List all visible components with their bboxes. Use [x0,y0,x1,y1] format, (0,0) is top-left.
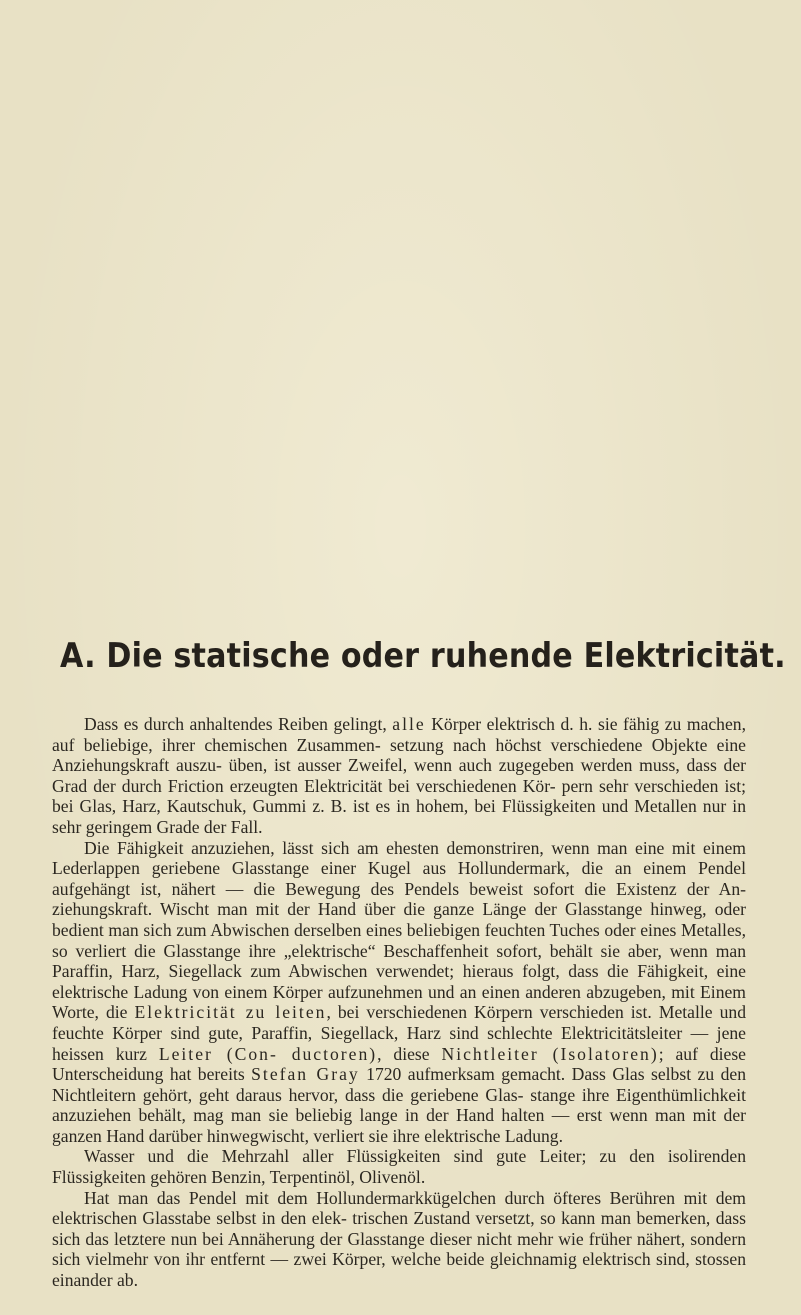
text-run: Körper elektrisch d. h. sie fähig zu machen, auf beliebige, ihrer chemischen Zusammen- setzung nach höchst verschiedene Objekte eine Anziehungskraft auszu- üben, ist ausser Zweifel, wenn auch zugegeben werden muss, dass der Grad der durch Friction erzeugten Elektricität bei verschiedenen Kör- pern sehr verschieden ist; bei Glas, Harz, Kautschuk, Gummi z. B. ist es in hohem, bei Flüssigkeiten und Metallen nur in sehr geringem Grade der Fall. [52,714,746,837]
text-run: Wasser und die Mehrzahl aller Flüssigkeiten sind gute Leiter; zu den isolirenden Flüssigkeiten gehören Benzin, Terpentinöl, Olivenöl. [52,1146,746,1188]
paragraph-3 [52,1146,746,1187]
spaced-emphasis: Elektricität zu leiten [134,1002,327,1023]
paragraph-4 [52,1188,746,1291]
paragraph-1 [52,714,746,838]
text-run: ; auf diese Unterscheidung hat bereits [52,1043,746,1085]
section-heading: A. Die statische oder ruhende Elektricität. [60,636,786,675]
body-text [52,714,746,1291]
spaced-emphasis: Nichtleiter (Isolatoren) [441,1043,659,1064]
text-run: Hat man das Pendel mit dem Hollundermarkkügelchen durch öfteres Berühren mit dem elektrischen Glasstabe selbst in den elek- trischen Zustand versetzt, so kann man bemerken, dass sich das letztere nun bei Annäherung der Glasstange dieser nicht mehr wie früher nähert, sondern sich vielmehr von ihr entfernt — zwei Körper, welche beide gleichnamig elektrisch sind, stossen einander ab. [52,1187,746,1291]
paragraph-2 [52,838,746,1147]
spaced-emphasis: alle [392,714,426,734]
text-run: Dass es durch anhaltendes Reiben gelingt, [84,714,393,734]
text-run: , diese [377,1043,442,1064]
text-run: , bei verschiedenen Körpern verschieden ist. Metalle und feuchte Körper sind gute, Paraffin, Siegellack, Harz sind schlechte Elektricitätsleiter — jene heissen kurz [52,1002,746,1064]
text-run: Die Fähigkeit anzuziehen, lässt sich am ehesten demonstriren, wenn man eine mit einem Lederlappen geriebene Glasstange einer Kugel aus Hollundermark, die an einem Pendel aufgehängt ist, nähert — die Bewegung des Pendels beweist sofort die Existenz der An- ziehungskraft. Wischt man mit der Hand über die ganze Länge der Glasstange hinweg, oder bedient man sich zum Abwischen derselben eines beliebigen feuchten Tuches oder eines Metalles, so verliert die Glasstange ihre „elektrische“ Beschaffenheit sofort, behält sie aber, wenn man Paraffin, Harz, Siegellack zum Abwischen verwendet; hieraus folgt, dass die Fähigkeit, eine elektrische Ladung von einem Körper aufzunehmen und an einen anderen abzugeben, mit Einem Worte, die [52,837,746,1023]
spaced-emphasis: Stefan Gray [251,1064,360,1085]
text-run: 1720 aufmerksam gemacht. Dass Glas selbst zu den Nichtleitern gehört, geht daraus hervor, dass die geriebene Glas- stange ihre Eigenthümlichkeit anzuziehen behält, mag man sie beliebig lange in der Hand halten — erst wenn man mit der ganzen Hand darüber hinwegwischt, verliert sie ihre elektrische Ladung. [52,1064,746,1146]
spaced-emphasis: Leiter (Con- ductoren) [158,1043,378,1064]
